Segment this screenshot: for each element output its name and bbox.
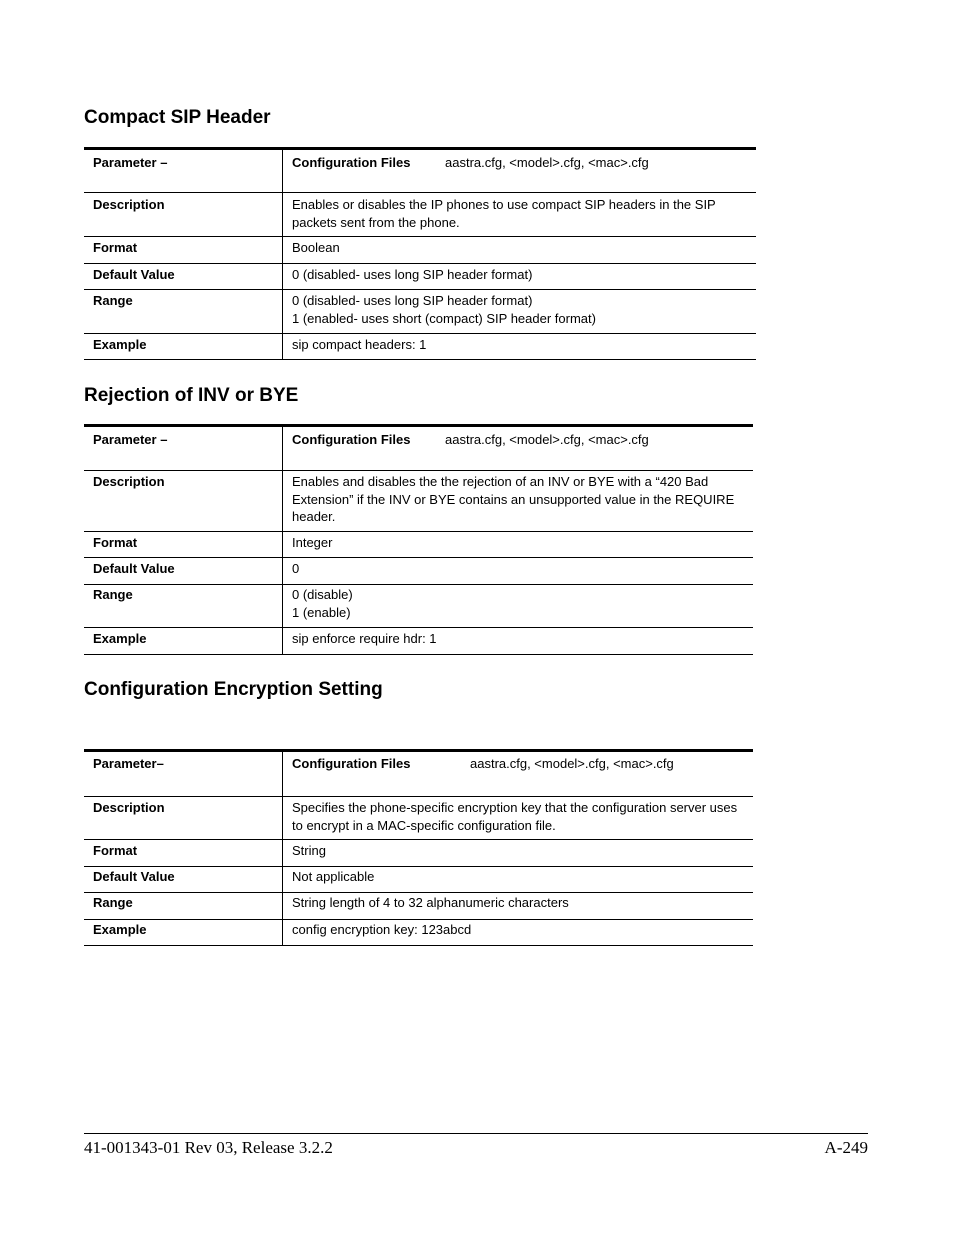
value-line: 1 (enable) [292,604,351,620]
row-value [283,585,754,628]
section-title-configuration-encryption-setting: Configuration Encryption Setting [84,679,383,700]
rejection-inv-bye-table [84,424,753,655]
row-value [283,471,754,532]
range-row [84,290,756,334]
row-value [283,867,754,893]
config-files-label: Configuration Files [292,756,411,771]
row-label: Description [84,471,283,532]
value-line: String length of 4 to 32 alphanumeric characters [292,895,569,910]
row-label: Example [84,628,283,655]
row-label: Range [84,893,283,920]
row-label: Default Value [84,867,283,893]
default-value-row [84,558,753,585]
default-value-row [84,264,756,290]
parameter-row [84,426,753,471]
row-label: Example [84,920,283,946]
row-label: Format [84,237,283,264]
row-value [283,628,754,655]
value-line: Integer [292,535,333,550]
value-line: sip compact headers: 1 [292,337,427,352]
row-value [283,797,754,840]
row-value [283,237,757,264]
value-line: Enables and disables the the rejection of an INV or BYE with a “420 Bad Extension” if the INV or BYE contains an unsupported value in the REQUIRE header. [292,474,735,524]
row-label: Range [84,290,283,334]
row-label: Default Value [84,264,283,290]
row-value [283,334,757,360]
example-row [84,920,753,946]
default-value-row [84,867,753,893]
example-row [84,334,756,360]
value-line: 0 (disable) [292,587,353,602]
row-value [283,558,754,585]
format-row [84,237,756,264]
row-value [283,532,754,558]
description-row [84,797,753,840]
value-line: Not applicable [292,869,375,884]
value-line: Enables or disables the IP phones to use compact SIP headers in the SIP packets sent from the phone. [292,197,716,230]
config-files-label: Configuration Files [292,432,411,447]
description-row [84,193,756,237]
config-files-cell [283,751,754,797]
footer-divider [84,1133,868,1134]
row-label: Example [84,334,283,360]
row-value [283,920,754,946]
value-line: Specifies the phone-specific encryption key that the configuration server uses to encrypt in a MAC-specific configuration file. [292,800,738,833]
row-label: Format [84,840,283,867]
value-line: 0 (disabled- uses long SIP header format) [292,293,533,308]
configuration-encryption-table [84,749,753,946]
compact-sip-header-table [84,147,756,360]
parameter-label: Parameter – [84,426,283,471]
description-row [84,471,753,532]
config-files-cell [283,426,754,471]
row-label: Format [84,532,283,558]
row-label: Description [84,193,283,237]
range-row [84,893,753,920]
row-value [283,193,757,237]
config-files-value: aastra.cfg, <model>.cfg, <mac>.cfg [445,432,649,447]
value-line: sip enforce require hdr: 1 [292,631,437,646]
config-files-value: aastra.cfg, <model>.cfg, <mac>.cfg [470,756,674,771]
value-line: config encryption key: 123abcd [292,922,472,937]
config-files-cell [283,149,757,193]
footer-page-number: A-249 [824,1138,868,1157]
format-row [84,532,753,558]
section-title-rejection-of-inv-or-bye: Rejection of INV or BYE [84,385,299,406]
value-line: Boolean [292,240,340,255]
value-line: 0 (disabled- uses long SIP header format) [292,267,533,282]
footer-document-id: 41-001343-01 Rev 03, Release 3.2.2 [84,1138,333,1157]
parameter-label: Parameter– [84,751,283,797]
value-line: 0 [292,561,300,576]
config-files-value: aastra.cfg, <model>.cfg, <mac>.cfg [445,155,649,170]
row-value [283,264,757,290]
row-value [283,290,757,334]
row-label: Range [84,585,283,628]
parameter-label: Parameter – [84,149,283,193]
example-row [84,628,753,655]
row-value [283,840,754,867]
value-line: 1 (enabled- uses short (compact) SIP header format) [292,310,596,326]
row-label: Description [84,797,283,840]
value-line: String [292,843,326,858]
section-title-compact-sip-header: Compact SIP Header [84,107,271,128]
range-row [84,585,753,628]
parameter-row [84,751,753,797]
format-row [84,840,753,867]
config-files-label: Configuration Files [292,155,411,170]
row-value [283,893,754,920]
row-label: Default Value [84,558,283,585]
parameter-row [84,149,756,193]
